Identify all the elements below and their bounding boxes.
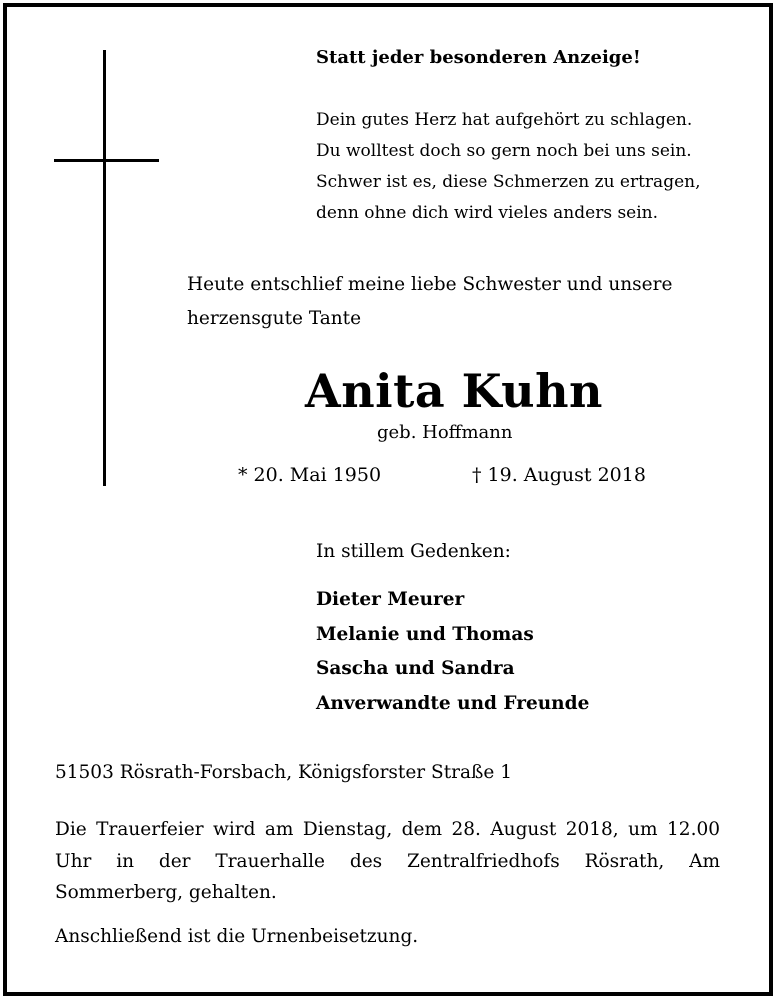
mourners-list: [316, 583, 589, 721]
death-date: † 19. August 2018: [472, 464, 646, 486]
poem-line: Du wolltest doch so gern noch bei uns sein.: [316, 141, 692, 161]
maiden-name: geb. Hoffmann: [377, 422, 513, 443]
birth-date: * 20. Mai 1950: [238, 464, 382, 486]
funeral-service-info: Die Trauerfeier wird am Dienstag, dem 28. August 2018, um 12.00 Uhr in der Trauerhalle des Zentralfriedhofs Rösrath, Am Sommerberg, gehalten.: [55, 819, 720, 903]
urn-burial-info: Anschließend ist die Urnenbeisetzung.: [55, 926, 419, 947]
announcement: [187, 268, 672, 336]
poem-line: Schwer ist es, diese Schmerzen zu ertragen,: [316, 172, 701, 192]
announcement-line: Heute entschlief meine liebe Schwester und unsere: [187, 274, 673, 295]
mourner-name: Anverwandte und Freunde: [316, 692, 590, 714]
mourner-name: Dieter Meurer: [316, 589, 465, 610]
poem-line: Dein gutes Herz hat aufgehört zu schlagen.: [316, 110, 693, 130]
family-address: 51503 Rösrath-Forsbach, Königsforster Straße 1: [55, 762, 512, 783]
intro-title: Statt jeder besonderen Anzeige!: [316, 47, 641, 68]
mourner-name: Melanie und Thomas: [316, 623, 534, 645]
deceased-name: Anita Kuhn: [305, 364, 603, 418]
mourner-name: Sascha und Sandra: [316, 658, 515, 679]
cross-icon-vertical-bar: [103, 50, 106, 486]
poem-line: denn ohne dich wird vieles anders sein.: [316, 203, 659, 223]
cross-icon-horizontal-bar: [54, 159, 159, 162]
announcement-line: herzensgute Tante: [187, 308, 362, 329]
mourning-label: In stillem Gedenken:: [316, 541, 511, 562]
poem: [316, 105, 701, 229]
